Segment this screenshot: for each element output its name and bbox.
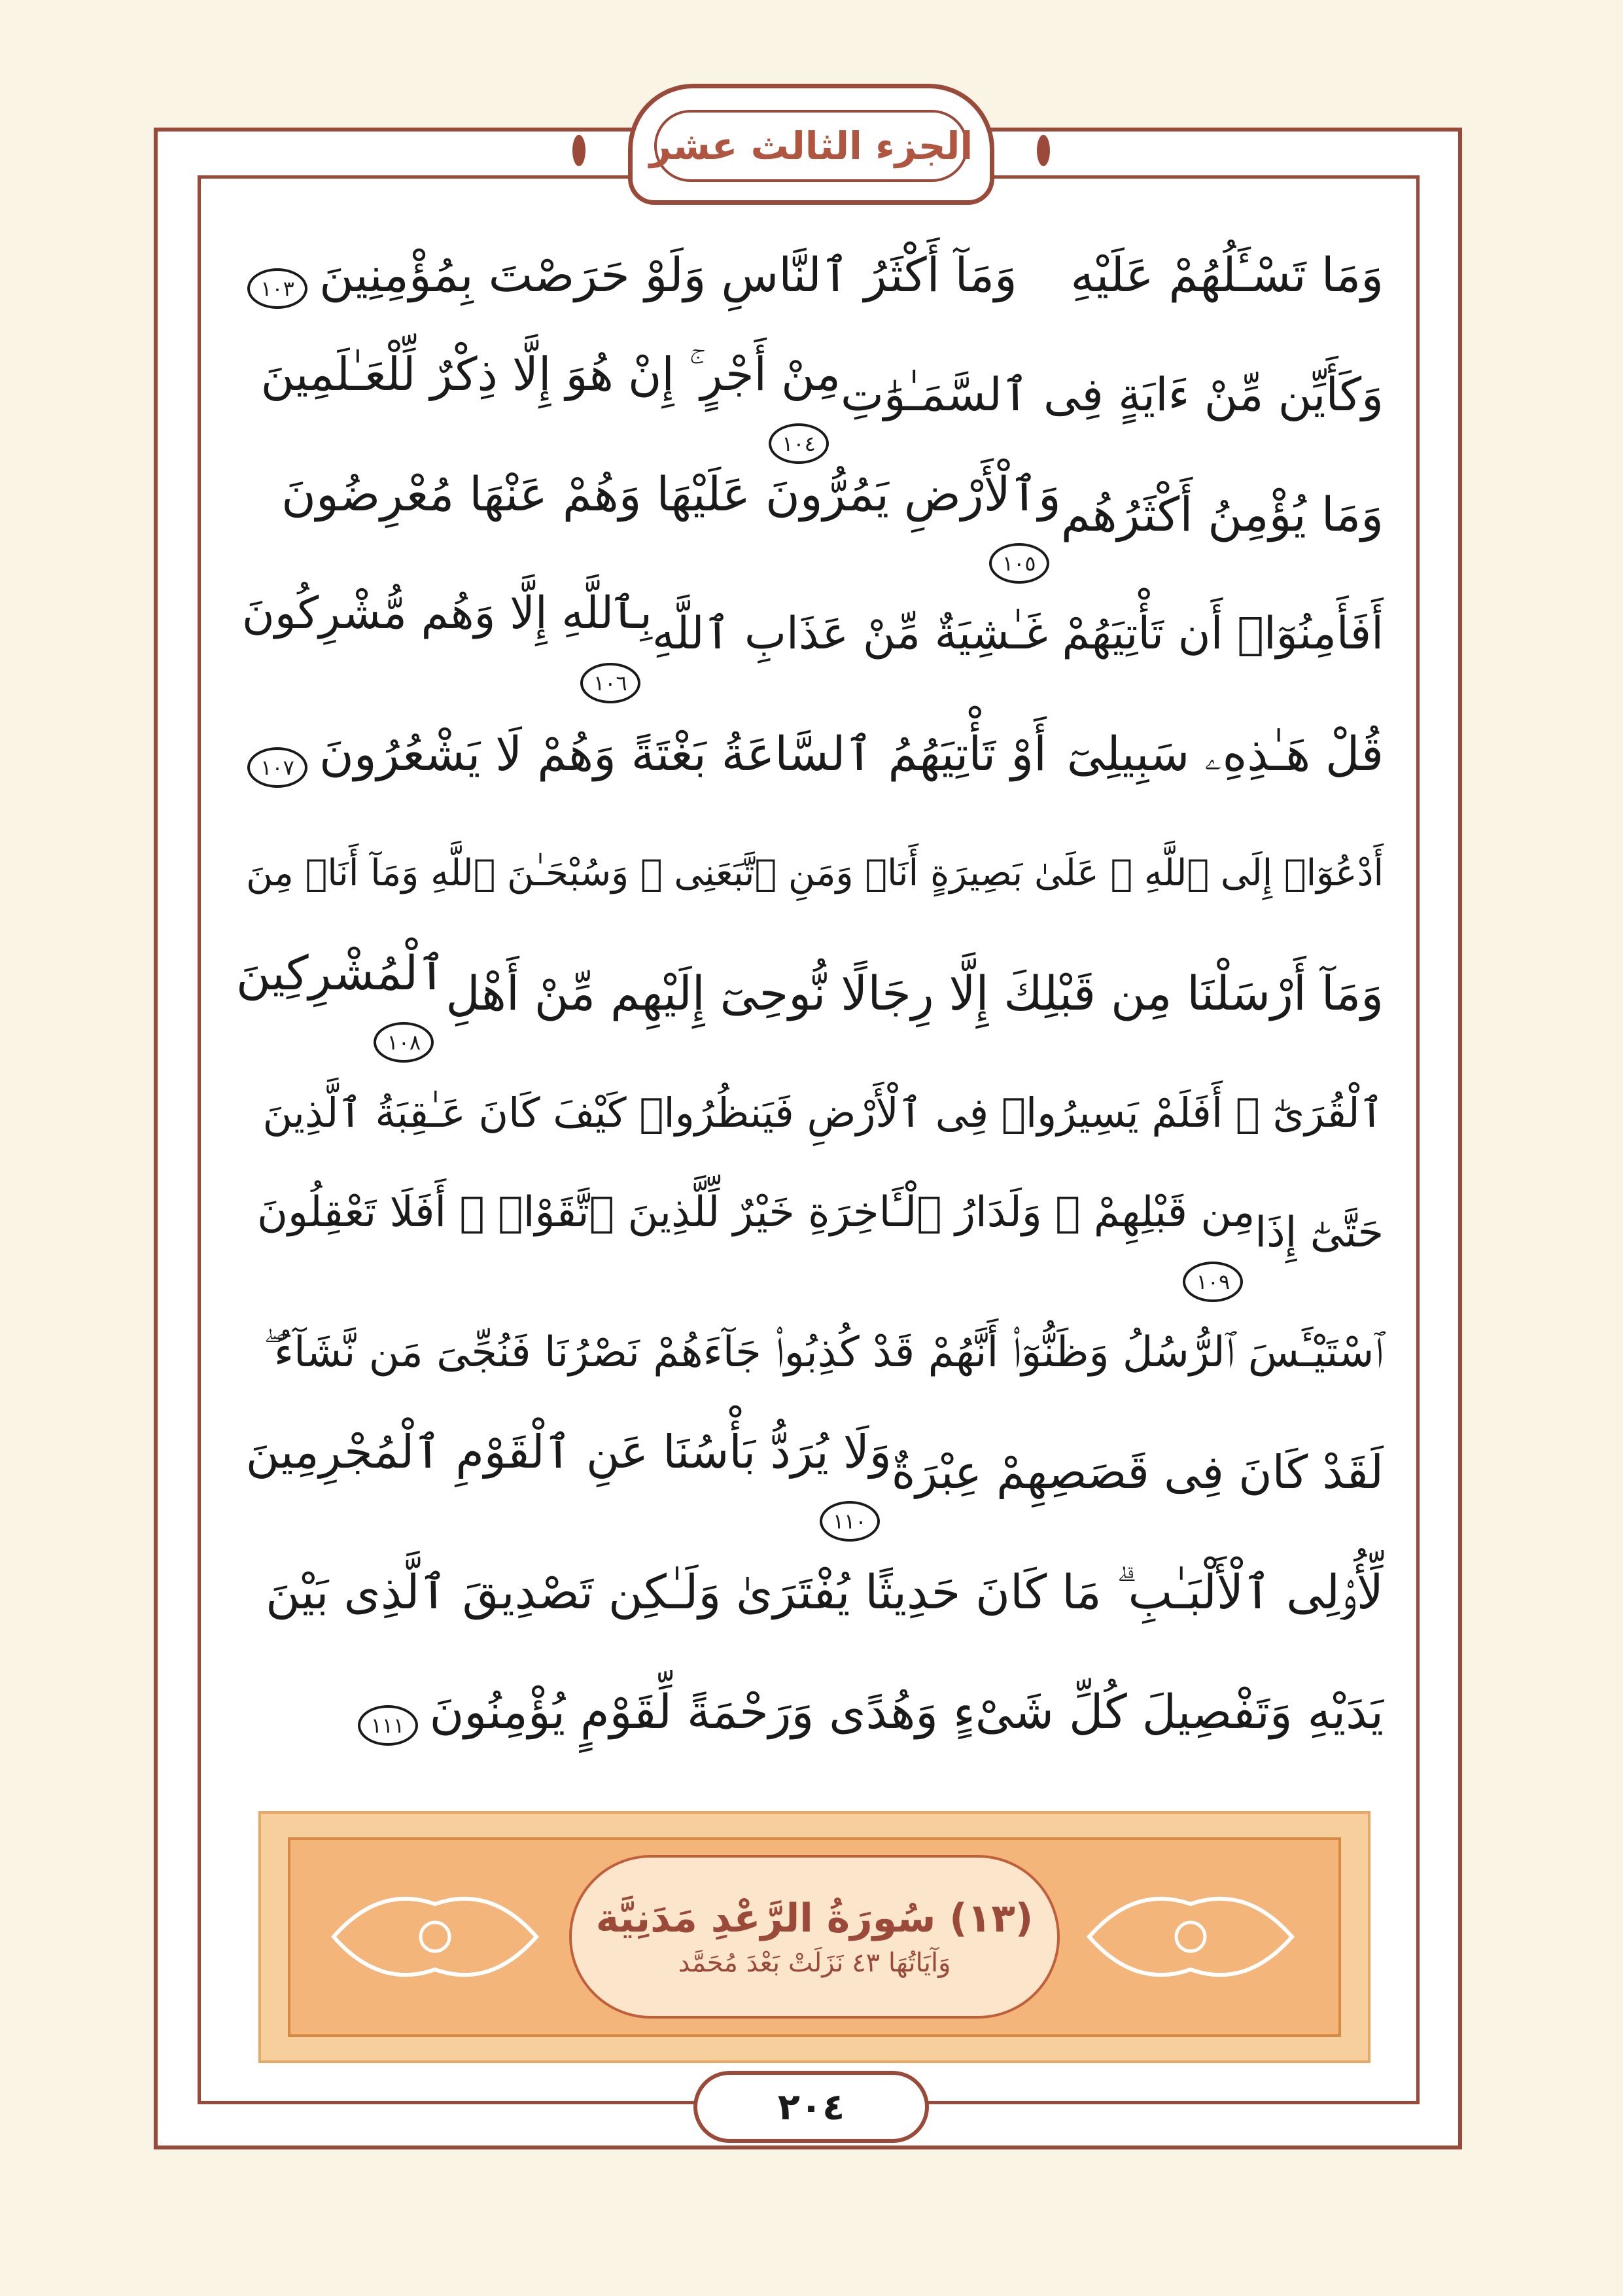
verse-segment xyxy=(236,445,1061,584)
surah-name: (١٣) سُورَةُ الرَّعْدِ مَدَنِيَّة xyxy=(595,1896,1034,1941)
ayah-number-marker: ١١٠ xyxy=(820,1501,880,1542)
text-line xyxy=(236,585,1384,696)
surah-info: وَآيَاتُهَا ٤٣ نَزَلَتْ بَعْدَ مُحَمَّد xyxy=(678,1948,951,1978)
verse-text: أَدْعُوٓا۟ إِلَى ٱللَّهِ ۚ عَلَىٰ بَصِيرَةٍ أَنَا۠ وَمَنِ ٱتَّبَعَنِى ۖ وَسُبْحَـٰنَ ٱللَّهِ وَمَآ أَنَا۠ مِنَ xyxy=(246,852,1384,894)
header-label-box xyxy=(649,110,973,182)
verse-segment xyxy=(1255,1184,1384,1282)
text-line xyxy=(236,465,1384,576)
verse-text: لِّأُو۟لِى ٱلْأَلْبَـٰبِ ۗ مَا كَانَ حَدِيثًا يُفْتَرَىٰ وَلَـٰكِن تَصْدِيقَ ٱلَّذِى بَيْنَ xyxy=(266,1564,1384,1619)
ayah-number-marker: ١٠٣ xyxy=(247,268,307,309)
text-line xyxy=(236,1064,1384,1162)
ayah-number-marker: ١٠٧ xyxy=(247,747,307,788)
text-line xyxy=(236,824,1384,923)
verse-segment xyxy=(1061,465,1384,563)
verse-text: ٱلْقُرَىٰٓ ۗ أَفَلَمْ يَسِيرُوا۟ فِى ٱلْأَرْضِ فَيَنظُرُوا۟ كَيْفَ كَانَ عَـٰقِبَةُ ٱلَّذِينَ xyxy=(262,1089,1384,1137)
verse-text: وَٱلْأَرْضِ يَمُرُّونَ عَلَيْهَا وَهُمْ عَنْهَا مُعْرِضُونَ xyxy=(281,467,1061,521)
verse-segment xyxy=(236,226,1017,324)
verse-segment xyxy=(346,1663,1384,1761)
verse-segment xyxy=(236,705,1047,803)
text-line xyxy=(236,705,1384,803)
verse-text: بِٱللَّهِ إِلَّا وَهُم مُّشْرِكُونَ xyxy=(241,588,652,639)
verse-segment xyxy=(445,944,1384,1042)
verse-segment xyxy=(264,1303,1384,1402)
verse-text: أَوْ تَأْتِيَهُمُ ٱلسَّاعَةُ بَغْتَةً وَهُمْ لَا يَشْعُرُونَ xyxy=(319,726,1047,781)
verse-text: ٱلْمُشْرِكِينَ xyxy=(236,945,446,1000)
verse-text: لَقَدْ كَانَ فِى قَصَصِهِمْ عِبْرَةٌ xyxy=(891,1445,1384,1499)
verse-text: وَلَا يُرَدُّ بَأْسُنَا عَنِ ٱلْقَوْمِ ٱلْمُجْرِمِينَ xyxy=(245,1425,892,1479)
verse-text: أَفَأَمِنُوٓا۟ أَن تَأْتِيَهُمْ غَـٰشِيَةٌ مِّنْ عَذَابِ ٱللَّهِ xyxy=(652,608,1384,660)
quran-text-block xyxy=(236,226,1384,1783)
verse-text: قُلْ هَـٰذِهِۦ سَبِيلِىٓ xyxy=(1066,726,1384,781)
text-line xyxy=(236,1184,1384,1294)
verse-segment xyxy=(652,585,1384,683)
ayah-number-marker: ١٠٨ xyxy=(374,1022,434,1063)
verse-segment xyxy=(236,1163,1255,1302)
verse-text: مِنْ أَجْرٍ ۚ إِنْ هُوَ إِلَّا ذِكْرٌ لِّلْعَـٰلَمِينَ xyxy=(260,347,841,401)
right-arabesque-icon xyxy=(1083,1878,1299,1996)
verse-text: وَمَآ أَرْسَلْنَا مِن قَبْلِكَ إِلَّا رِجَالًا نُّوحِىٓ إِلَيْهِم مِّنْ أَهْلِ xyxy=(445,966,1384,1021)
text-line xyxy=(236,1543,1384,1641)
verse-segment xyxy=(1071,226,1384,324)
text-line xyxy=(236,1423,1384,1534)
text-line xyxy=(236,345,1384,456)
verse-segment xyxy=(262,1064,1384,1162)
juz-title: الجزء الثالث عشر xyxy=(649,124,973,168)
ayah-number-marker: ١٠٦ xyxy=(580,663,640,703)
text-line xyxy=(236,944,1384,1055)
verse-segment xyxy=(892,1423,1384,1521)
verse-text: حَتَّىٰٓ إِذَا xyxy=(1255,1209,1384,1257)
ayah-number-marker: ١٠٤ xyxy=(769,423,829,464)
verse-segment xyxy=(236,924,445,1063)
verse-text: وَمَا يُؤْمِنُ أَكْثَرُهُم xyxy=(1060,487,1384,542)
verse-segment xyxy=(1067,705,1384,803)
verse-segment xyxy=(236,325,841,464)
left-arabesque-icon xyxy=(327,1878,543,1996)
verse-text: وَكَأَيِّن مِّنْ ءَايَةٍ فِى ٱلسَّمَـٰوَٰتِ xyxy=(840,368,1384,421)
surah-title-panel xyxy=(569,1855,1060,2019)
text-line xyxy=(236,226,1384,324)
text-line xyxy=(236,1303,1384,1402)
verse-text: وَمَآ أَكْثَرُ ٱلنَّاسِ وَلَوْ حَرَصْتَ بِمُؤْمِنِينَ xyxy=(319,247,1017,302)
verse-text: ٱسْتَيْـَٔسَ ٱلرُّسُلُ وَظَنُّوٓا۟ أَنَّهُمْ قَدْ كُذِبُوا۟ جَآءَهُمْ نَصْرُنَا فَنُجِّىَ مَن نَّشَآءُ ۖ xyxy=(263,1328,1384,1377)
verse-segment xyxy=(841,345,1384,444)
ayah-number-marker: ١٠٩ xyxy=(1183,1262,1243,1302)
page-number: ٢٠٤ xyxy=(777,2085,845,2128)
footer-cartouche xyxy=(693,2071,929,2143)
ayah-number-marker: ١١١ xyxy=(358,1705,418,1746)
left-ornament-icon xyxy=(559,131,599,170)
verse-segment xyxy=(266,1543,1384,1641)
verse-text: وَمَا تَسْـَٔلُهُمْ عَلَيْهِ xyxy=(1070,247,1384,302)
verse-segment xyxy=(246,824,1384,923)
verse-segment xyxy=(236,1403,892,1542)
verse-segment xyxy=(236,565,652,703)
verse-text: مِن قَبْلِهِمْ ۗ وَلَدَارُ ٱلْـَٔاخِرَةِ خَيْرٌ لِّلَّذِينَ ٱتَّقَوْا۟ ۗ أَفَلَا تَعْقِلُونَ xyxy=(256,1188,1255,1237)
text-line xyxy=(236,1663,1384,1761)
right-ornament-icon xyxy=(1024,131,1063,170)
verse-text: يَدَيْهِ وَتَفْصِيلَ كُلِّ شَىْءٍ وَهُدًى وَرَحْمَةً لِّقَوْمٍ يُؤْمِنُونَ xyxy=(429,1684,1384,1739)
ayah-number-marker: ١٠٥ xyxy=(989,543,1049,584)
